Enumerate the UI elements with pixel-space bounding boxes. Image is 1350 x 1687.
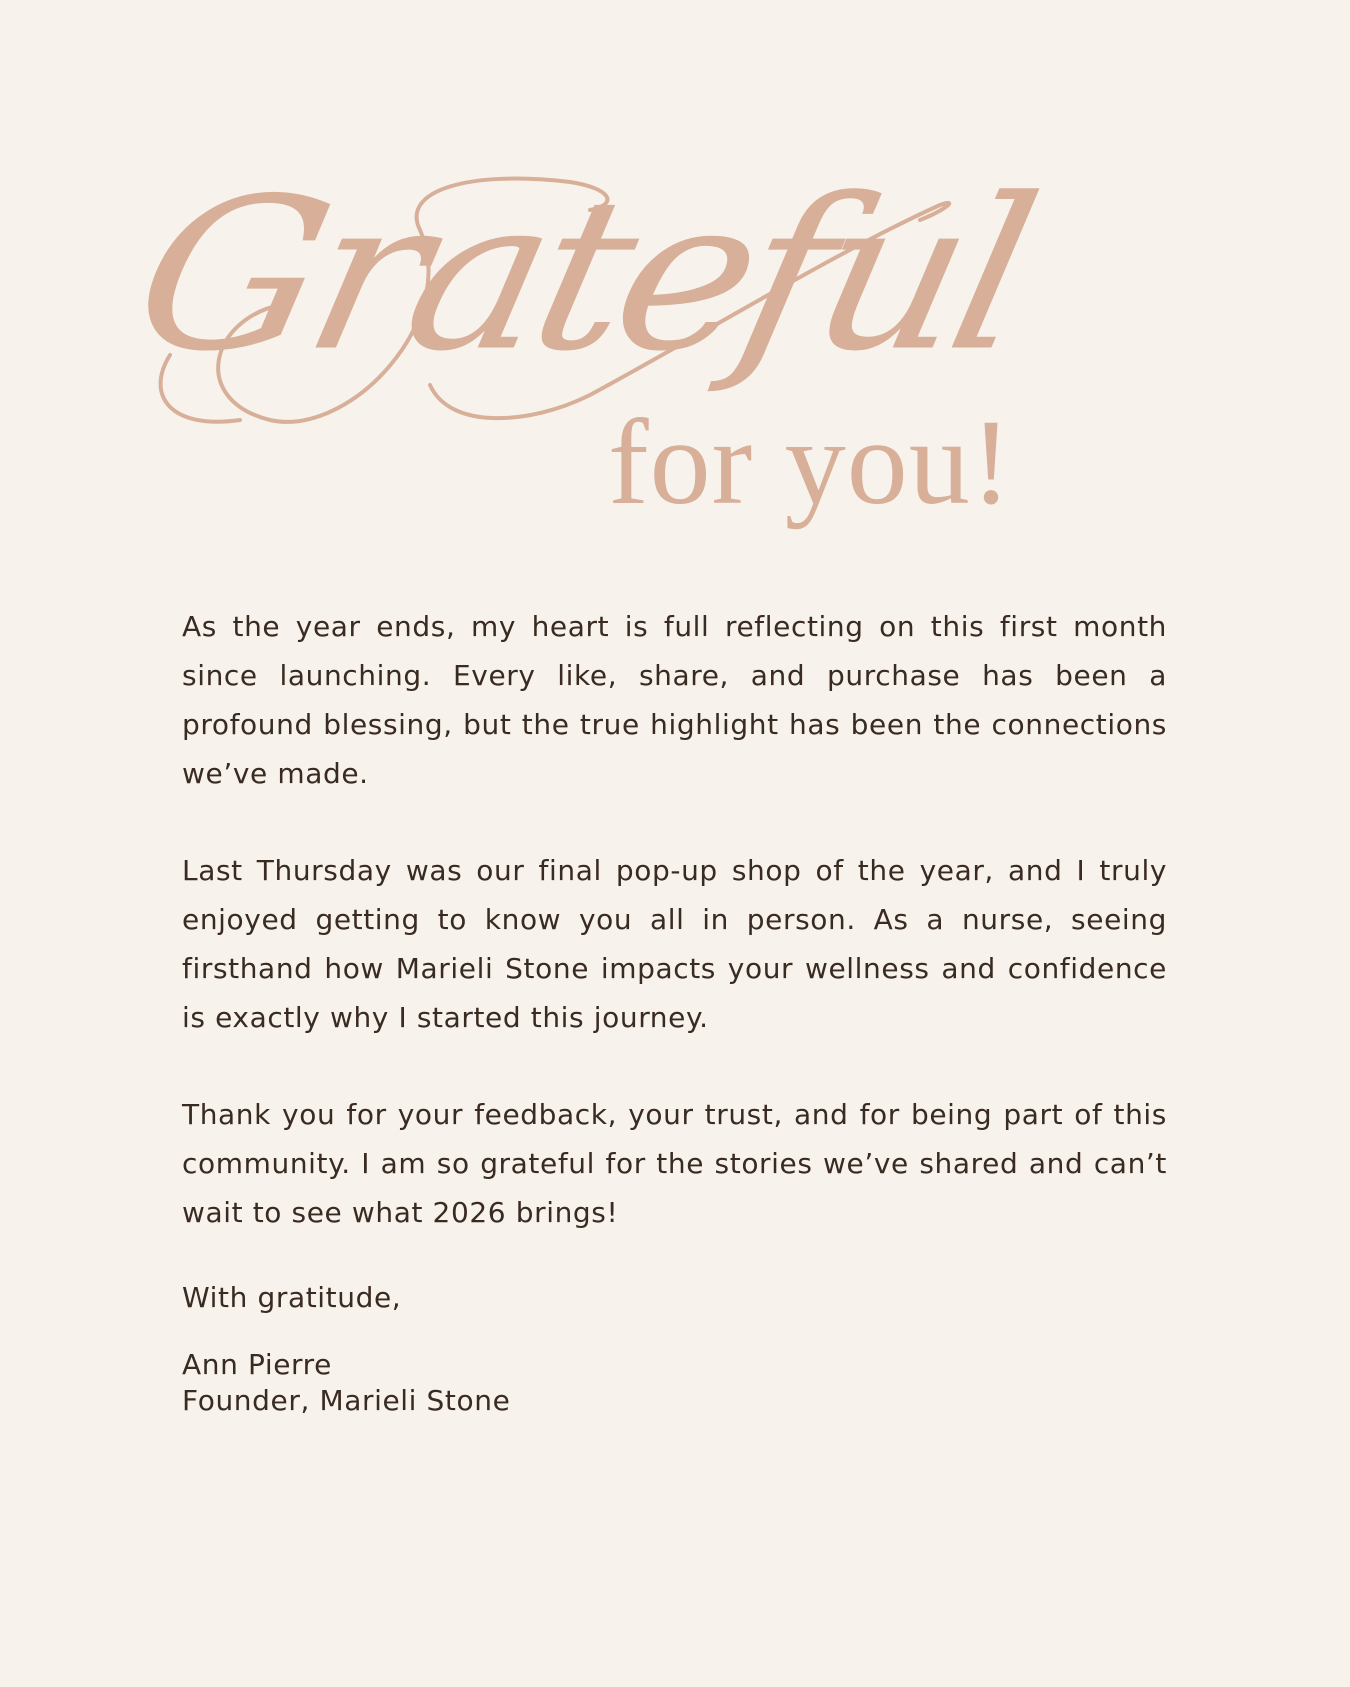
paragraph-2: Last Thursday was our final pop-up shop of the year, and I truly enjoyed getting to know you all in person. As a nurse, seeing firsthand how Marieli Stone impacts your wellness and confidence is exactly why I started this journey. (182, 854, 1167, 1034)
heading (116, 152, 1100, 570)
closing: With gratitude, (182, 1281, 402, 1314)
signature-title: Founder, Marieli Stone (182, 1384, 511, 1417)
signature (182, 1347, 1167, 1419)
subtitle: for you! (608, 395, 1013, 530)
signature-name: Ann Pierre (182, 1348, 332, 1381)
script-title: Grateful (116, 152, 1047, 398)
paragraph-3: Thank you for your feedback, your trust, and for being part of this community. I am so grateful for the stories we’ve shared and can’t wait to see what 2026 brings! (182, 1098, 1167, 1229)
letter-body (182, 602, 1167, 1419)
paragraph-1: As the year ends, my heart is full reflecting on this first month since launching. Every like, share, and purchase has been a profound blessing, but the true highlight has been the connections we’ve made. (182, 610, 1167, 790)
